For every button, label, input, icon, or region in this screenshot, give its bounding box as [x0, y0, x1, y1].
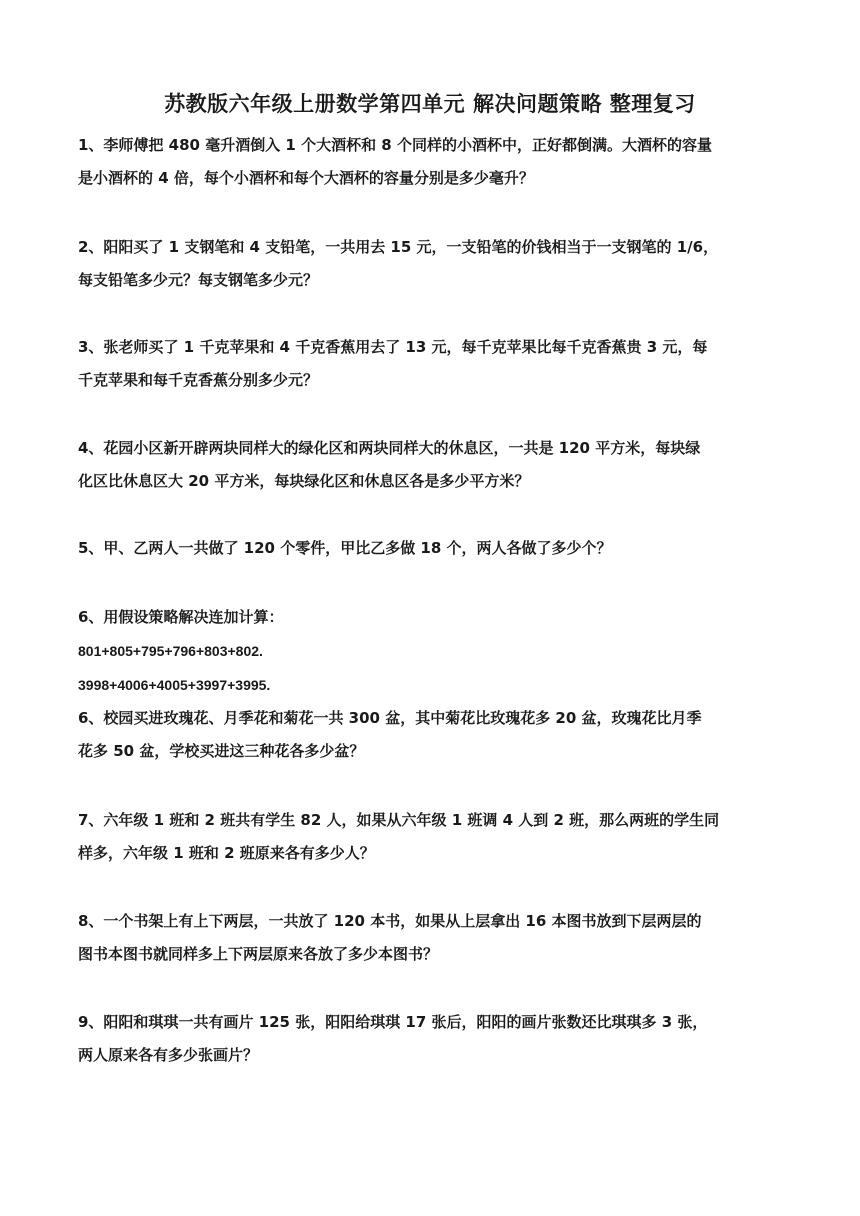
calc-expression-1: 801+805+795+796+803+802. — [78, 643, 263, 659]
question-7 — [78, 804, 784, 870]
question-9 — [78, 1006, 784, 1072]
question-line: 9、阳阳和琪琪一共有画片 125 张，阳阳给琪琪 17 张后，阳阳的画片张数还比琪琪多 3 张， — [78, 1013, 708, 1031]
question-line: 5、甲、乙两人一共做了 120 个零件，甲比乙多做 18 个，两人各做了多少个？ — [78, 539, 612, 557]
question-line: 化区比休息区大 20 平方米，每块绿化区和休息区各是多少平方米？ — [78, 472, 530, 490]
question-3 — [78, 331, 784, 397]
question-6-flowers — [78, 702, 784, 768]
question-line: 8、一个书架上有上下两层，一共放了 120 本书，如果从上层拿出 16 本图书放到下层两层的 — [78, 912, 702, 930]
question-line: 1、李师傅把 480 毫升酒倒入 1 个大酒杯和 8 个同样的小酒杯中，正好都倒满。大酒杯的容量 — [78, 136, 712, 154]
question-5 — [78, 532, 784, 565]
question-line: 4、花园小区新开辟两块同样大的绿化区和两块同样大的休息区，一共是 120 平方米，每块绿 — [78, 439, 701, 457]
question-4 — [78, 432, 784, 498]
question-8 — [78, 905, 784, 971]
calc-expression-2: 3998+4006+4005+3997+3995. — [78, 677, 271, 693]
page-title: 苏教版六年级上册数学第四单元 解决问题策略 整理复习 — [164, 92, 696, 116]
question-line: 每支铅笔多少元？每支钢笔多少元？ — [78, 271, 319, 289]
question-line: 7、六年级 1 班和 2 班共有学生 82 人，如果从六年级 1 班调 4 人到 2 班，那么两班的学生同 — [78, 811, 720, 829]
question-line: 6、用假设策略解决连加计算： — [78, 608, 284, 626]
question-1 — [78, 129, 784, 195]
question-line: 3、张老师买了 1 千克苹果和 4 千克香蕉用去了 13 元，每千克苹果比每千克香蕉贵 3 元，每 — [78, 338, 708, 356]
question-line: 千克苹果和每千克香蕉分别多少元？ — [78, 371, 319, 389]
question-2 — [78, 231, 784, 297]
question-line: 2、阳阳买了 1 支钢笔和 4 支铅笔，一共用去 15 元，一支铅笔的价钱相当于一支钢笔的 1/6， — [78, 238, 719, 256]
question-line: 6、校园买进玫瑰花、月季花和菊花一共 300 盆，其中菊花比玫瑰花多 20 盆，玫瑰花比月季 — [78, 709, 702, 727]
question-line: 样多，六年级 1 班和 2 班原来各有多少人？ — [78, 844, 375, 862]
question-line: 花多 50 盆，学校买进这三种花各多少盆？ — [78, 742, 365, 760]
question-line: 是小酒杯的 4 倍，每个小酒杯和每个大酒杯的容量分别是多少毫升？ — [78, 169, 534, 187]
question-6-calc — [78, 601, 784, 634]
question-line: 两人原来各有多少张画片？ — [78, 1046, 259, 1064]
question-line: 图书本图书就同样多上下两层原来各放了多少本图书？ — [78, 945, 439, 963]
